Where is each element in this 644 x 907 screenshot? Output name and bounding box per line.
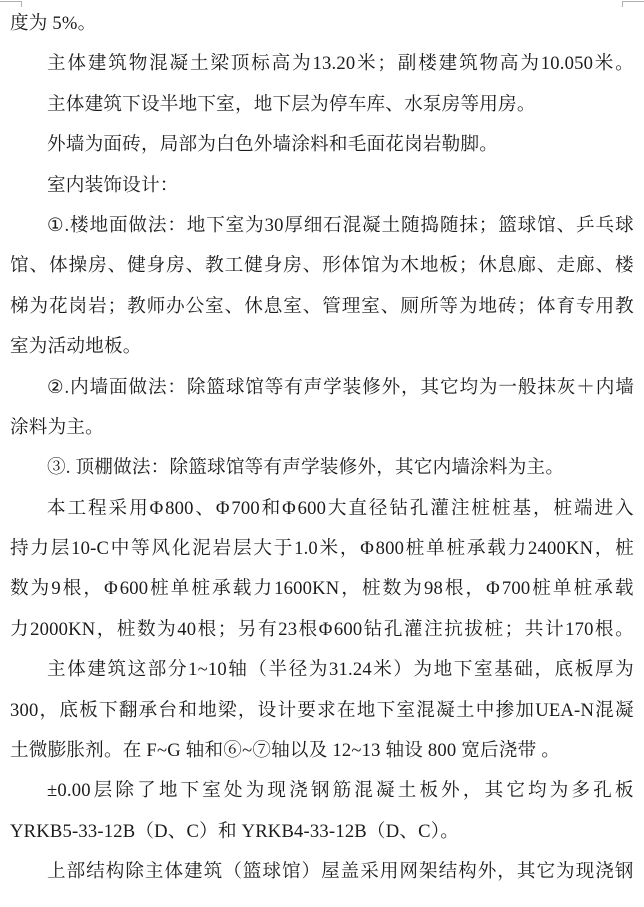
text-line: 上 部 结 构 除 主 体 建 筑 （ 篮 球 馆 ） 屋 盖 采 用 网 架 结 构 外 ， 其 它 为 现 浇 钢 xyxy=(47,861,634,883)
text-line: ±0.00 层 除 了 地 下 室 处 为 现 浇 钢 筋 混 凝 土 板 外 ， 其 它 均 为 多 孔 板 xyxy=(47,780,634,802)
text-line: 主 体 建 筑 物 混 凝 土 梁 顶 标 高 为 13.20 米 ； 副 楼 建 筑 物 高 为 10.050 米 。 xyxy=(47,53,634,75)
text-line: 涂料为主。 xyxy=(10,416,104,438)
text-line: 数 为 9 根 ， Φ 600 桩 单 桩 承 载 力 1600KN ， 桩 数 为 98 根 ， Φ 700 桩 单 桩 承 载 xyxy=(10,578,634,600)
text-line: 室为活动地板。 xyxy=(10,336,142,358)
document-lines xyxy=(10,4,634,893)
text-line: 土微膨胀剂。在 F~G 轴和⑥~⑦轴以及 12~13 轴设 800 宽后浇带 。 xyxy=(10,740,561,762)
text-line: ① . 楼 地 面 做 法 ： 地 下 室 为 30 厚 细 石 混 凝 土 随 捣 随 抹 ； 篮 球 馆 、 乒 乓 球 xyxy=(47,214,634,236)
text-line: 力 2000KN ， 桩 数 为 40 根 ； 另 有 23 根 Φ 600 钻 孔 灌 注 抗 拔 桩 ； 共 计 170 根 。 xyxy=(10,618,634,640)
text-line: 主体建筑下设半地下室，地下层为停车库、水泵房等用房。 xyxy=(47,93,536,115)
text-line: 外墙为面砖，局部为白色外墙涂料和毛面花岗岩勒脚。 xyxy=(47,134,499,156)
text-line: 度为 5%。 xyxy=(10,13,97,34)
text-line: YRKB5-33-12B（D、C）和 YRKB4-33-12B（D、C）。 xyxy=(10,820,460,842)
text-line: 持 力 层 10-C 中 等 风 化 泥 岩 层 大 于 1.0 米 ， Φ 800 桩 单 桩 承 载 力 2400KN ， 桩 xyxy=(10,538,634,560)
text-line: 主 体 建 筑 这 部 分 1~10 轴 （ 半 径 为 31.24 米 ） 为 地 下 室 基 础 ， 底 板 厚 为 xyxy=(47,659,634,681)
text-line: 梯 为 花 岗 岩 ； 教 师 办 公 室 、 休 息 室 、 管 理 室 、 厕 所 等 为 地 砖 ； 体 育 专 用 教 xyxy=(10,295,634,317)
text-line: 室内装饰设计： xyxy=(47,174,179,196)
text-line: ② . 内 墙 面 做 法 ： 除 篮 球 馆 等 有 声 学 装 修 外 ， 其 它 均 为 一 般 抹 灰 ＋ 内 墙 xyxy=(47,376,634,398)
text-line: ③. 顶棚做法：除篮球馆等有声学装修外，其它内墙涂料为主。 xyxy=(47,457,565,479)
text-line: 本 工 程 采 用 Φ 800 、 Φ 700 和 Φ 600 大 直 径 钻 孔 灌 注 桩 桩 基 ， 桩 端 进 入 xyxy=(47,497,634,519)
text-line: 馆 、 体 操 房 、 健 身 房 、 教 工 健 身 房 、 形 体 馆 为 木 地 板 ； 休 息 廊 、 走 廊 、 楼 xyxy=(10,255,634,277)
text-line: 300 ， 底 板 下 翻 承 台 和 地 梁 ， 设 计 要 求 在 地 下 室 混 凝 土 中 掺 加 UEA-N 混 凝 xyxy=(10,699,634,721)
